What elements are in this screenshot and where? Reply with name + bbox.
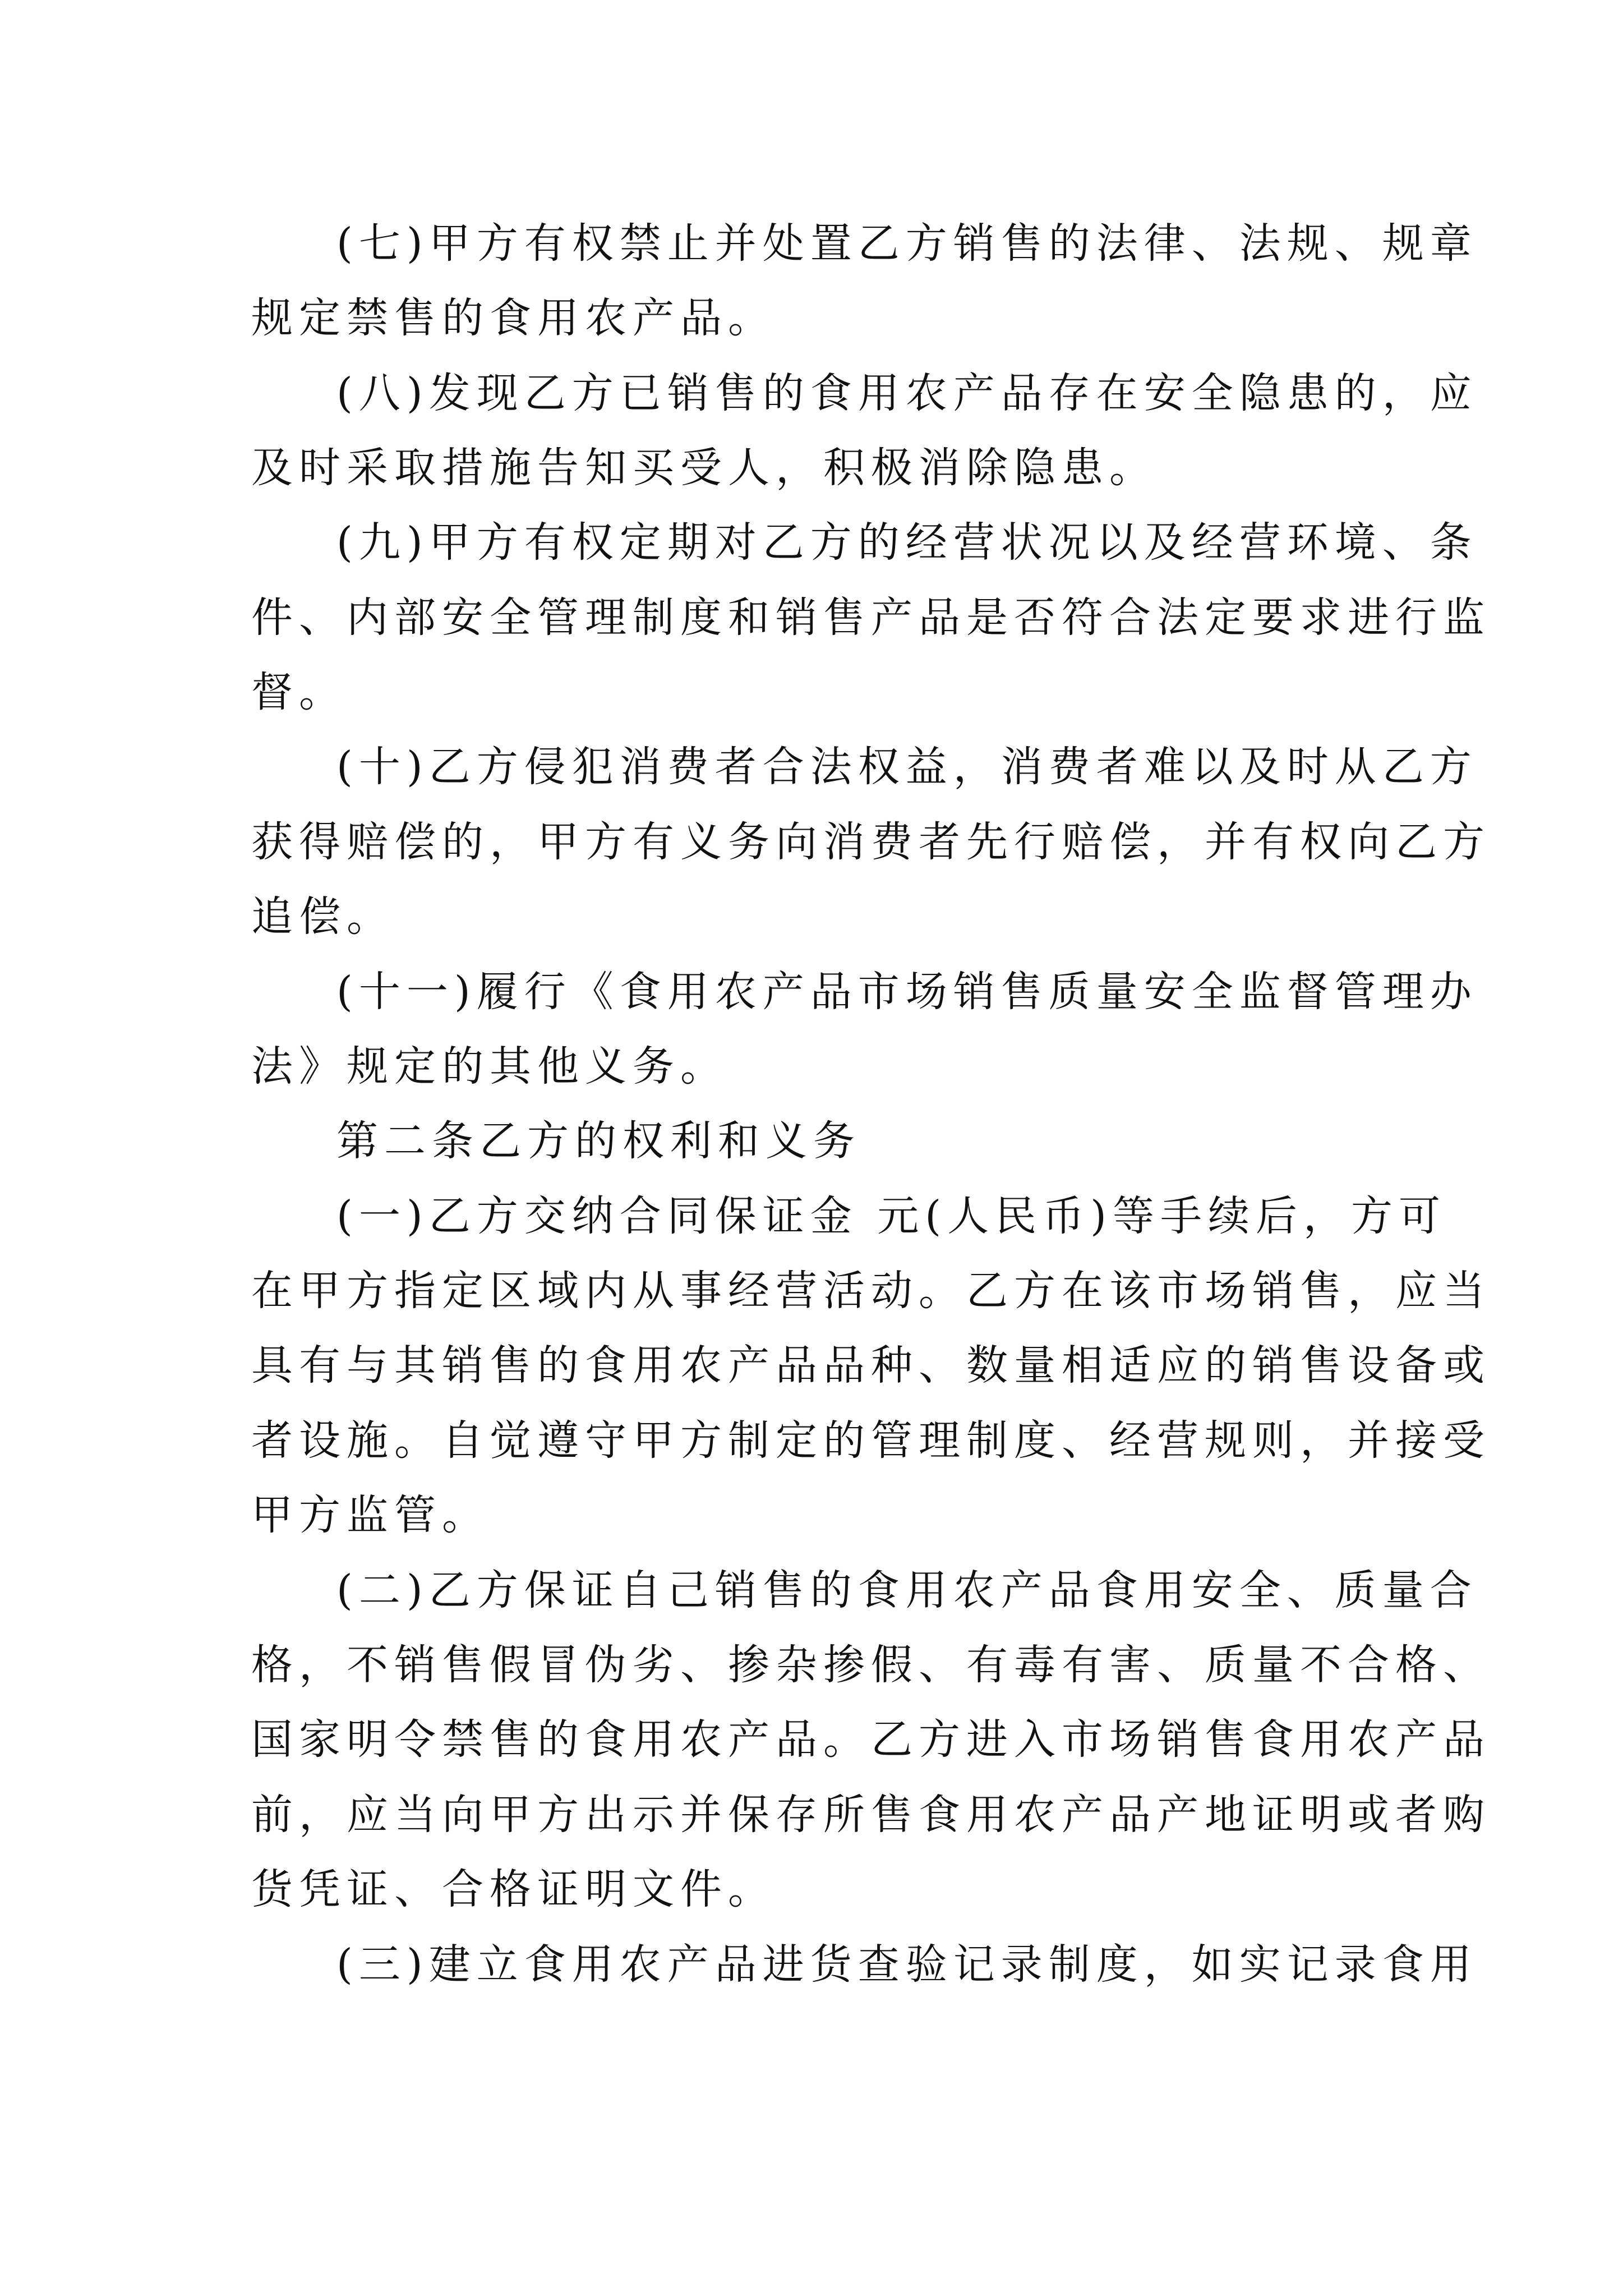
text-line: 规定禁售的食用农产品。	[251, 294, 776, 342]
text-line: 及时采取措施告知买受人，积极消除隐患。	[251, 444, 1157, 492]
text-line: 件、内部安全管理制度和销售产品是否符合法定要求进行监	[251, 593, 1491, 642]
text-line: 具有与其销售的食用农产品品种、数量相适应的销售设备或	[251, 1341, 1491, 1389]
text-line: (十)乙方侵犯消费者合法权益，消费者难以及时从乙方	[336, 743, 1478, 791]
text-line: 国家明令禁售的食用农产品。乙方进入市场销售食用农产品	[251, 1715, 1491, 1764]
text-line: (九)甲方有权定期对乙方的经营状况以及经营环境、条	[336, 518, 1478, 567]
text-line: (十一)履行《食用农产品市场销售质量安全监督管理办	[336, 968, 1478, 1016]
section-heading: 第二条乙方的权利和义务	[336, 1117, 861, 1165]
text-line: 甲方监管。	[251, 1491, 490, 1539]
text-line: (二)乙方保证自己销售的食用农产品食用安全、质量合	[336, 1566, 1478, 1614]
text-line: (七)甲方有权禁止并处置乙方销售的法律、法规、规章	[336, 219, 1478, 268]
text-line: 追偿。	[251, 892, 394, 941]
text-line: 格，不销售假冒伪劣、掺杂掺假、有毒有害、质量不合格、	[251, 1641, 1491, 1689]
text-line: 在甲方指定区域内从事经营活动。乙方在该市场销售，应当	[251, 1267, 1491, 1315]
text-line: (八)发现乙方已销售的食用农产品存在安全隐患的，应	[336, 369, 1478, 417]
text-line: 者设施。自觉遵守甲方制定的管理制度、经营规则，并接受	[251, 1416, 1491, 1465]
text-line: 获得赔偿的，甲方有义务向消费者先行赔偿，并有权向乙方	[251, 818, 1491, 866]
text-line: (三)建立食用农产品进货查验记录制度，如实记录食用	[336, 1940, 1478, 1989]
text-line: 法》规定的其他义务。	[251, 1042, 728, 1091]
text-line: 前，应当向甲方出示并保存所售食用农产品产地证明或者购	[251, 1791, 1491, 1839]
text-line: 督。	[251, 668, 347, 716]
text-line: (一)乙方交纳合同保证金 元(人民币)等手续后，方可	[336, 1192, 1447, 1240]
text-line: 货凭证、合格证明文件。	[251, 1865, 776, 1913]
